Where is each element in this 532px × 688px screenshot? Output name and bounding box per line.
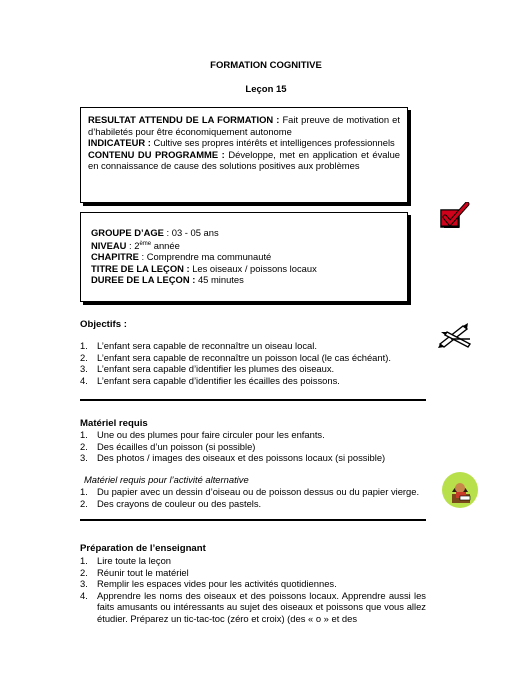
groupe-text: : 03 - 05 ans — [163, 227, 219, 238]
indicateur-label: INDICATEUR : — [88, 137, 151, 148]
pencils-icon — [437, 322, 473, 348]
list-item: 1. Une ou des plumes pour faire circuler pour les enfants. — [80, 429, 325, 440]
resultat-text: Fait preuve de motivation et d’habiletés pour être économiquement autonome — [88, 114, 400, 137]
lesson-number: Leçon 15 — [245, 84, 287, 95]
list-item: 1. Lire toute la leçon — [80, 555, 172, 566]
lesson-info-box — [80, 212, 408, 302]
niveau-suffix: année — [151, 239, 180, 251]
resultat-sep: : — [273, 114, 283, 125]
duree-text: 45 minutes — [195, 274, 244, 286]
titre-label: TITRE DE LA LEÇON : — [91, 262, 190, 274]
document-title: FORMATION COGNITIVE — [210, 60, 322, 71]
materiel-alt-title: Matériel requis pour l’activité alternative — [84, 474, 249, 485]
materiel-title: Matériel requis — [80, 418, 148, 429]
preparation-title: Préparation de l’enseignant — [80, 543, 206, 554]
list-item: 4. Apprendre les noms des oiseaux et des poissons locaux. Apprendre aussi les faits amusants ou intéressants au sujet des oiseaux et poissons que vous allez étudier. Préparez un tic-tac-toc (zéro et croix) (des « o » et des — [80, 589, 426, 624]
chapitre-label: CHAPITRE — [91, 251, 139, 263]
chapitre-text: : Comprendre ma communauté — [138, 251, 272, 263]
list-item: 2. Des crayons de couleur ou des pastels. — [80, 497, 262, 509]
groupe-label: GROUPE D’AGE — [91, 227, 164, 238]
list-item: 2. Réunir tout le matériel — [80, 566, 189, 578]
materiel-alt-list — [80, 486, 440, 509]
preparation-list — [80, 555, 426, 625]
groupe-line — [91, 227, 397, 239]
titre-line — [91, 263, 397, 275]
niveau-text: : 2 — [126, 239, 140, 251]
contenu-block — [88, 149, 400, 172]
materiel-list — [80, 429, 426, 464]
teacher-icon — [440, 470, 480, 510]
objectifs-title: Objectifs : — [80, 319, 127, 330]
objectifs-list — [80, 340, 426, 386]
contenu-text: Développe, met en application et évalue en connaissance de cause des solutions positives aux problèmes — [88, 148, 400, 171]
titre-text: Les oiseaux / poissons locaux — [189, 262, 317, 274]
niveau-sup: ème — [139, 240, 152, 247]
list-item: 1. L’enfant sera capable de reconnaître un oiseau local. — [80, 340, 317, 351]
list-item: 2. Des écailles d’un poisson (si possible) — [80, 440, 256, 452]
duree-line — [91, 274, 397, 286]
indicateur-block — [88, 137, 395, 148]
list-item: 2. L’enfant sera capable de reconnaître un poisson local (le cas échéant). — [80, 351, 391, 363]
list-item: 3. Des photos / images des oiseaux et des poissons locaux (si possible) — [80, 452, 386, 464]
section-divider — [80, 519, 426, 521]
resultat-block — [88, 114, 400, 137]
checkbox-check-icon — [437, 202, 473, 232]
list-item: 3. Remplir les espaces vides pour les activités quotidiennes. — [80, 578, 337, 590]
indicateur-text: Cultive ses propres intérêts et intelligences professionnels — [150, 137, 395, 148]
list-item: 1. Du papier avec un dessin d’oiseau ou de poisson dessus ou du papier vierge. — [80, 486, 420, 497]
formation-box — [80, 107, 408, 203]
contenu-label: CONTENU DU PROGRAMME : — [88, 148, 225, 160]
list-item: 3. L’enfant sera capable d’identifier les plumes des oiseaux. — [80, 363, 335, 375]
section-divider — [80, 399, 426, 401]
duree-label: DUREE DE LA LEÇON : — [91, 274, 196, 286]
chapitre-line — [91, 251, 397, 263]
niveau-line — [91, 239, 397, 252]
list-item: 4. L’enfant sera capable d’identifier les écailles des poissons. — [80, 374, 340, 386]
niveau-label: NIVEAU — [91, 239, 127, 251]
resultat-label: RESULTAT ATTENDU DE LA FORMATION — [88, 114, 274, 125]
